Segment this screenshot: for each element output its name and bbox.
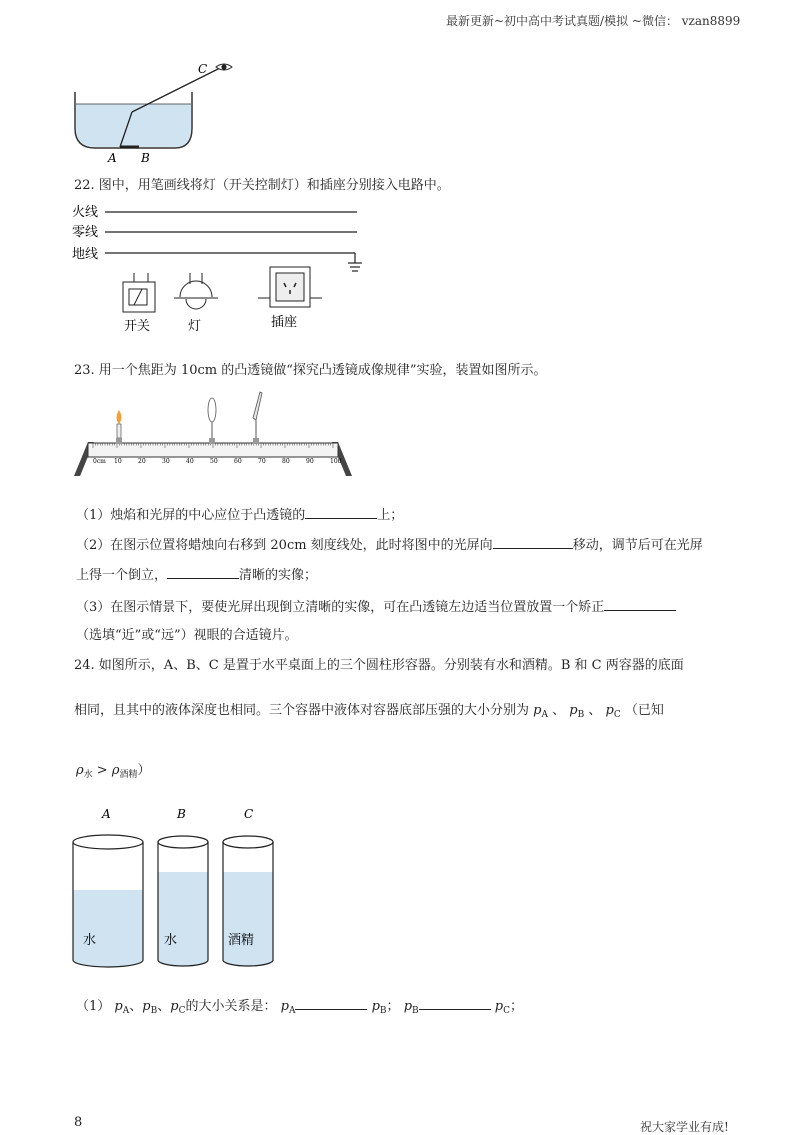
ruler-tick-label: 90 bbox=[306, 458, 314, 465]
answer-blank-3[interactable] bbox=[167, 565, 239, 579]
ruler-tick-label: 10 bbox=[114, 458, 122, 465]
candle-icon bbox=[116, 410, 122, 444]
q23-part1: （1）烛焰和光屏的中心应位于凸透镜的 上； bbox=[76, 505, 403, 525]
ruler-tick-label: 30 bbox=[162, 458, 170, 465]
container-a bbox=[73, 807, 143, 967]
q24-line1: 24. 如图所示，A、B、C 是置于水平桌面上的三个圆柱形容器。分别装有水和酒精。B 和 C 两容器的底面 bbox=[74, 658, 684, 673]
q23-part3-cont: （选填“近”或“远”）视眼的合适镜片。 bbox=[76, 628, 298, 643]
circuit-figure bbox=[70, 200, 380, 340]
switch-icon bbox=[123, 273, 155, 312]
answer-blank-2[interactable] bbox=[493, 535, 573, 549]
ruler-tick-label: 20 bbox=[138, 458, 146, 465]
label-a: A bbox=[108, 151, 117, 165]
container-b-label: B bbox=[177, 807, 186, 821]
ruler-unit: 0cm bbox=[93, 458, 106, 465]
container-c-label: C bbox=[244, 807, 254, 821]
wire-ground-label: 地线 bbox=[72, 247, 99, 262]
q23-part2-cont: 上得一个倒立， 清晰的实像； bbox=[76, 565, 317, 585]
page-header: 最新更新~初中高中考试真题/模拟 ~微信： vzan8899 bbox=[446, 14, 741, 28]
ruler-tick-label: 70 bbox=[258, 458, 266, 465]
q23-text: 23. 用一个焦距为 10cm 的凸透镜做“探究凸透镜成像规律”实验，装置如图所示。 bbox=[74, 363, 547, 378]
container-c-liquid: 酒精 bbox=[228, 933, 255, 948]
answer-blank-1[interactable] bbox=[305, 505, 377, 519]
switch-label: 开关 bbox=[124, 319, 151, 334]
q23-part2: （2）在图示位置将蜡烛向右移到 20cm 刻度线处，此时将图中的光屏向 移动，调节后可在光屏 bbox=[76, 535, 703, 555]
screen-icon bbox=[253, 392, 262, 444]
container-a-label: A bbox=[102, 807, 111, 821]
lens-icon bbox=[208, 398, 216, 444]
footer-wish: 祝大家学业有成! bbox=[640, 1120, 729, 1134]
ruler-labels bbox=[114, 458, 342, 465]
socket-icon bbox=[258, 267, 322, 307]
ruler-tick-label: 60 bbox=[234, 458, 242, 465]
container-a-liquid: 水 bbox=[83, 933, 97, 948]
answer-blank-6[interactable] bbox=[419, 996, 491, 1010]
q23-part3: （3）在图示情景下，要使光屏出现倒立清晰的实像，可在凸透镜左边适当位置放置一个矫正 bbox=[76, 597, 676, 617]
container-b bbox=[158, 807, 208, 966]
answer-blank-4[interactable] bbox=[604, 597, 676, 611]
containers-figure bbox=[66, 800, 286, 980]
q24-density-relation: $\rho_水 > \rho_{酒精}$） bbox=[76, 763, 151, 780]
ruler-tick-label: 100 bbox=[330, 458, 342, 465]
container-b-liquid: 水 bbox=[164, 933, 178, 948]
optical-bench-figure bbox=[70, 388, 360, 480]
wire-zero-label: 零线 bbox=[72, 225, 99, 240]
q24-line2: 相同，且其中的液体深度也相同。三个容器中液体对容器底部压强的大小分别为 $p_A$ 、 $p_B$ 、 $p_C$ （已知 bbox=[74, 703, 664, 720]
answer-blank-5[interactable] bbox=[295, 996, 367, 1010]
lamp-icon bbox=[174, 273, 218, 309]
label-c: C bbox=[198, 62, 208, 76]
ruler-tick-label: 50 bbox=[210, 458, 218, 465]
ruler-tick-label: 80 bbox=[282, 458, 290, 465]
page-number: 8 bbox=[74, 1115, 83, 1130]
socket-label: 插座 bbox=[271, 315, 298, 330]
label-b: B bbox=[141, 151, 150, 165]
refraction-figure bbox=[60, 58, 260, 168]
lamp-label: 灯 bbox=[188, 319, 202, 334]
q24-part1: （1） $p_A$、$p_B$、$p_C$的大小关系是： $p_A$ $p_B$； $p_B$ $p_C$； bbox=[76, 996, 523, 1020]
wire-fire-label: 火线 bbox=[72, 205, 99, 220]
q22-text: 22. 图中，用笔画线将灯（开关控制灯）和插座分别接入电路中。 bbox=[74, 178, 450, 193]
container-c bbox=[223, 807, 273, 966]
ruler-tick-label: 40 bbox=[186, 458, 194, 465]
